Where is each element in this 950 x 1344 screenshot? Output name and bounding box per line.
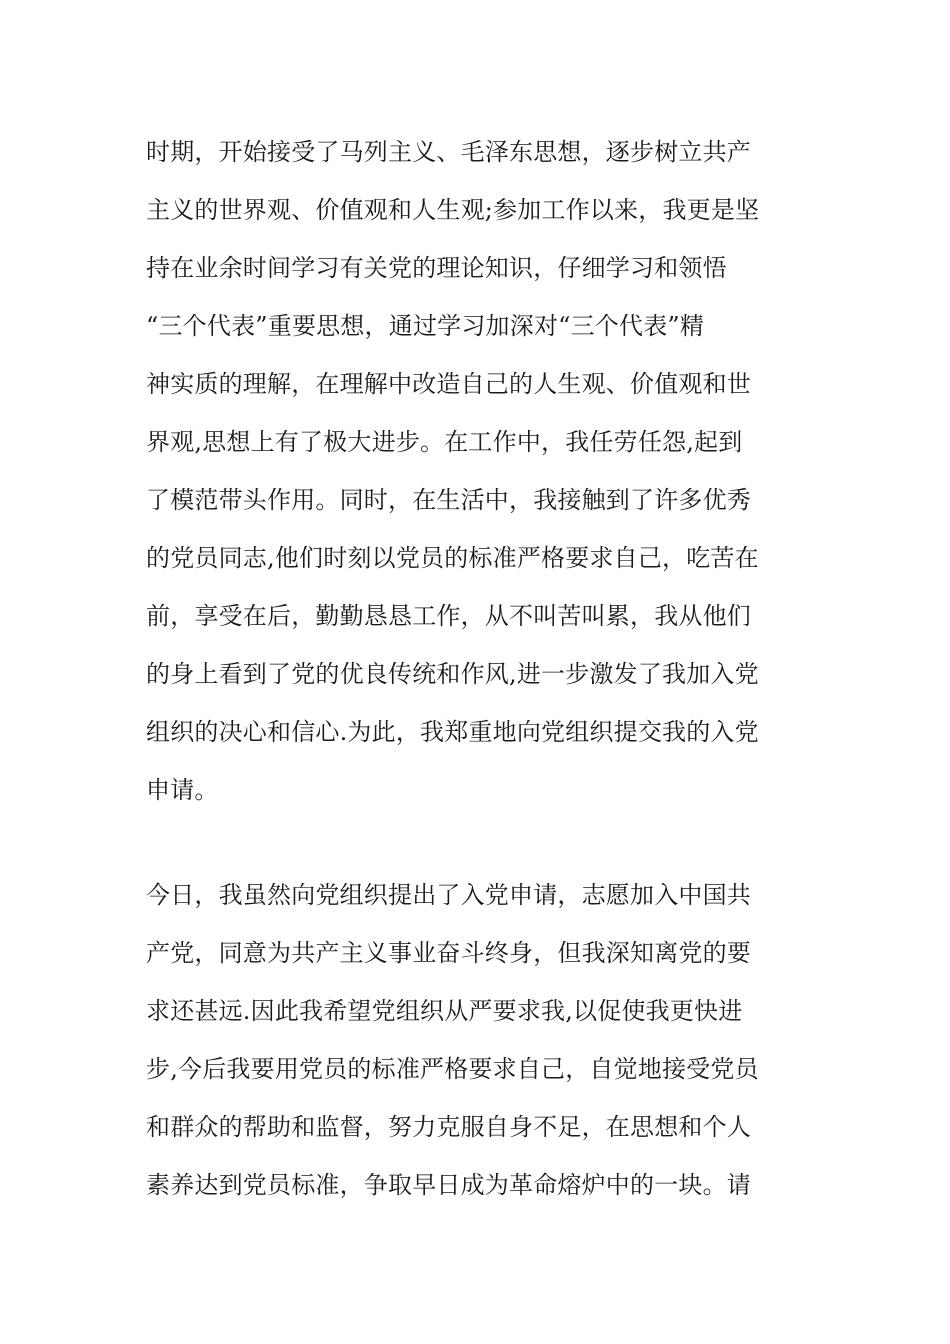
paragraph-line: 持在业余时间学习有关党的理论知识，仔细学习和领悟 bbox=[146, 254, 727, 282]
paragraph-line: 产党，同意为共产主义事业奋斗终身，但我深知离党的要 bbox=[146, 939, 751, 967]
paragraph-line: 组织的决心和信心.为此，我郑重地向党组织提交我的入党 bbox=[146, 718, 759, 746]
paragraph-line: 主义的世界观、价值观和人生观;参加工作以来，我更是坚 bbox=[146, 196, 760, 224]
paragraph-line: 素养达到党员标准，争取早日成为革命熔炉中的一块。请 bbox=[146, 1171, 751, 1199]
paragraph-line: 时期，开始接受了马列主义、毛泽东思想，逐步树立共产 bbox=[146, 138, 751, 166]
paragraph-line: 神实质的理解，在理解中改造自己的人生观、价值观和世 bbox=[146, 370, 751, 398]
paragraph-line: 了模范带头作用。同时，在生活中，我接触到了许多优秀 bbox=[146, 486, 751, 514]
paragraph-2 bbox=[146, 866, 810, 1214]
paragraph-line: 步,今后我要用党员的标准严格要求自己，自觉地接受党员 bbox=[146, 1055, 759, 1083]
paragraph-1 bbox=[146, 123, 810, 819]
paragraph-line: 前，享受在后，勤勤恳恳工作，从不叫苦叫累，我从他们 bbox=[146, 602, 751, 630]
paragraph-line: 的党员同志,他们时刻以党员的标准严格要求自己，吃苦在 bbox=[146, 544, 759, 572]
paragraph-line: 界观,思想上有了极大进步。在工作中，我任劳任怨,起到 bbox=[146, 428, 743, 456]
paragraph-line: 申请。 bbox=[146, 776, 219, 804]
paragraph-line: 今日，我虽然向党组织提出了入党申请，志愿加入中国共 bbox=[146, 881, 751, 909]
paragraph-line: 和群众的帮助和监督，努力克服自身不足，在思想和个人 bbox=[146, 1113, 751, 1141]
paragraph-line: “三个代表”重要思想，通过学习加深对“三个代表”精 bbox=[146, 312, 705, 340]
paragraph-line: 的身上看到了党的优良传统和作风,进一步激发了我加入党 bbox=[146, 660, 759, 688]
paragraph-line: 求还甚远.因此我希望党组织从严要求我,以促使我更快进 bbox=[146, 997, 743, 1025]
